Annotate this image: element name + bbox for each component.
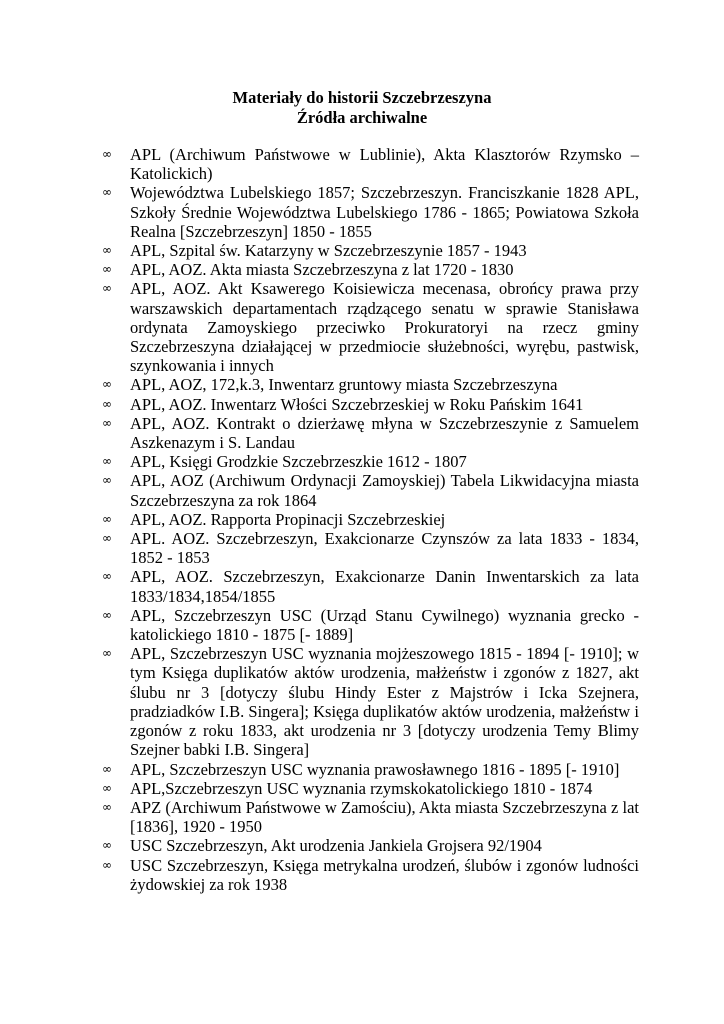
list-item bbox=[102, 510, 639, 529]
infinity-bullet-icon: ∞ bbox=[102, 531, 112, 546]
list-item bbox=[102, 471, 639, 509]
archive-source-list bbox=[102, 145, 639, 894]
list-item-text: USC Szczebrzeszyn, Akt urodzenia Jankiela Grojsera 92/1904 bbox=[130, 836, 542, 856]
list-item bbox=[102, 375, 639, 394]
infinity-bullet-icon: ∞ bbox=[102, 377, 112, 392]
list-item bbox=[102, 260, 639, 279]
list-item-text: APL, AOZ. Kontrakt o dzierżawę młyna w Szczebrzeszynie z Samuelem Aszkenazym i S. Landau bbox=[130, 413, 639, 453]
list-item-text: APL, AOZ. Rapporta Propinacji Szczebrzeskiej bbox=[130, 509, 446, 529]
list-item-text: APL, AOZ. Inwentarz Włości Szczebrzeskiej w Roku Pańskim 1641 bbox=[130, 394, 584, 414]
list-item bbox=[102, 760, 639, 779]
list-item-text: APL, Szczebrzeszyn USC (Urząd Stanu Cywilnego) wyznania grecko - katolickiego 1810 - 1875 [- 1889] bbox=[130, 605, 639, 645]
list-item bbox=[102, 836, 639, 855]
infinity-bullet-icon: ∞ bbox=[102, 569, 112, 584]
list-item-text: APL, AOZ, 172,k.3, Inwentarz gruntowy miasta Szczebrzeszyna bbox=[130, 375, 558, 395]
list-item-text: APL,Szczebrzeszyn USC wyznania rzymskokatolickiego 1810 - 1874 bbox=[130, 778, 593, 798]
infinity-bullet-icon: ∞ bbox=[102, 185, 112, 200]
list-item bbox=[102, 606, 639, 644]
list-item bbox=[102, 395, 639, 414]
infinity-bullet-icon: ∞ bbox=[102, 281, 112, 296]
title-block bbox=[0, 88, 724, 128]
infinity-bullet-icon: ∞ bbox=[102, 243, 112, 258]
list-item bbox=[102, 856, 639, 894]
list-item-text: APL, Szczebrzeszyn USC wyznania prawosławnego 1816 - 1895 [- 1910] bbox=[130, 759, 620, 779]
list-item-text: USC Szczebrzeszyn, Księga metrykalna urodzeń, ślubów i zgonów ludności żydowskiej za rok 1938 bbox=[130, 855, 639, 894]
infinity-bullet-icon: ∞ bbox=[102, 262, 112, 277]
infinity-bullet-icon: ∞ bbox=[102, 147, 112, 161]
document-title: Materiały do historii Szczebrzeszyna bbox=[232, 88, 492, 107]
list-item-text: Województwa Lubelskiego 1857; Szczebrzeszyn. Franciszkanie 1828 APL, Szkoły Średnie Województwa Lubelskiego 1786 - 1865; Powiatowa Szkoła Realna [Szczebrzeszyn] 1850 - 1855 bbox=[130, 183, 639, 241]
list-item-text: APL, Szpital św. Katarzyny w Szczebrzeszynie 1857 - 1943 bbox=[130, 241, 527, 261]
list-item-text: APL, AOZ. Szczebrzeszyn, Exakcionarze Danin Inwentarskich za lata 1833/1834,1854/1855 bbox=[130, 567, 639, 606]
infinity-bullet-icon: ∞ bbox=[102, 646, 112, 661]
list-item bbox=[102, 798, 639, 836]
infinity-bullet-icon: ∞ bbox=[102, 396, 112, 411]
infinity-bullet-icon: ∞ bbox=[102, 511, 112, 526]
infinity-bullet-icon: ∞ bbox=[102, 838, 112, 853]
list-item-text: APL, AOZ. Akt Ksawerego Koisiewicza mecenasa, obrońcy prawa przy warszawskich departamentach rządzącego senatu w sprawie Stanisława ordynata Zamoyskiego przeciwko Prokuratoryi na rzecz gminy Szczebrzeszyna działającej w przedmiocie służebności, wyrębu, pastwisk, szynkowania i innych bbox=[130, 279, 639, 376]
infinity-bullet-icon: ∞ bbox=[102, 607, 112, 622]
infinity-bullet-icon: ∞ bbox=[102, 780, 112, 795]
infinity-bullet-icon: ∞ bbox=[102, 415, 112, 430]
document-subtitle: Źródła archiwalne bbox=[296, 108, 428, 127]
list-item-text: APL. AOZ. Szczebrzeszyn, Exakcionarze Czynszów za lata 1833 - 1834, 1852 - 1853 bbox=[130, 529, 639, 568]
list-item-text: APL, AOZ. Akta miasta Szczebrzeszyna z lat 1720 - 1830 bbox=[130, 260, 514, 280]
list-item bbox=[102, 452, 639, 471]
list-item bbox=[102, 567, 639, 605]
list-item-text: APL, Szczebrzeszyn USC wyznania mojżeszowego 1815 - 1894 [- 1910]; w tym Księga duplikatów aktów urodzenia, małżeństw i zgonów z 1827, akt ślubu nr 3 [dotyczy ślubu Hindy Ester z Majstrów i Icka Szejnera, pradziadków I.B. Singera]; Księga duplikatów aktów urodzenia, małżeństw i zgonów z roku 1833, akt urodzenia nr 3 [dotyczy urodzenia Temy Blimy Szejner babki I.B. Singera] bbox=[130, 644, 639, 760]
list-item-text: APL, Księgi Grodzkie Szczebrzeszkie 1612 - 1807 bbox=[130, 452, 467, 472]
infinity-bullet-icon: ∞ bbox=[102, 761, 112, 776]
infinity-bullet-icon: ∞ bbox=[102, 799, 112, 814]
list-item-text: APL (Archiwum Państwowe w Lublinie), Akta Klasztorów Rzymsko – Katolickich) bbox=[130, 145, 639, 184]
list-item bbox=[102, 183, 639, 241]
infinity-bullet-icon: ∞ bbox=[102, 473, 112, 488]
infinity-bullet-icon: ∞ bbox=[102, 454, 112, 469]
list-item-text: APZ (Archiwum Państwowe w Zamościu), Akta miasta Szczebrzeszyna z lat [1836], 1920 - 1950 bbox=[130, 797, 639, 837]
list-item bbox=[102, 644, 639, 759]
list-item bbox=[102, 779, 639, 798]
list-item bbox=[102, 279, 639, 375]
list-item bbox=[102, 145, 639, 183]
list-item bbox=[102, 414, 639, 452]
list-item bbox=[102, 529, 639, 567]
list-item bbox=[102, 241, 639, 260]
list-item-text: APL, AOZ (Archiwum Ordynacji Zamoyskiej) Tabela Likwidacyjna miasta Szczebrzeszyna za rok 1864 bbox=[130, 471, 639, 510]
infinity-bullet-icon: ∞ bbox=[102, 857, 112, 872]
